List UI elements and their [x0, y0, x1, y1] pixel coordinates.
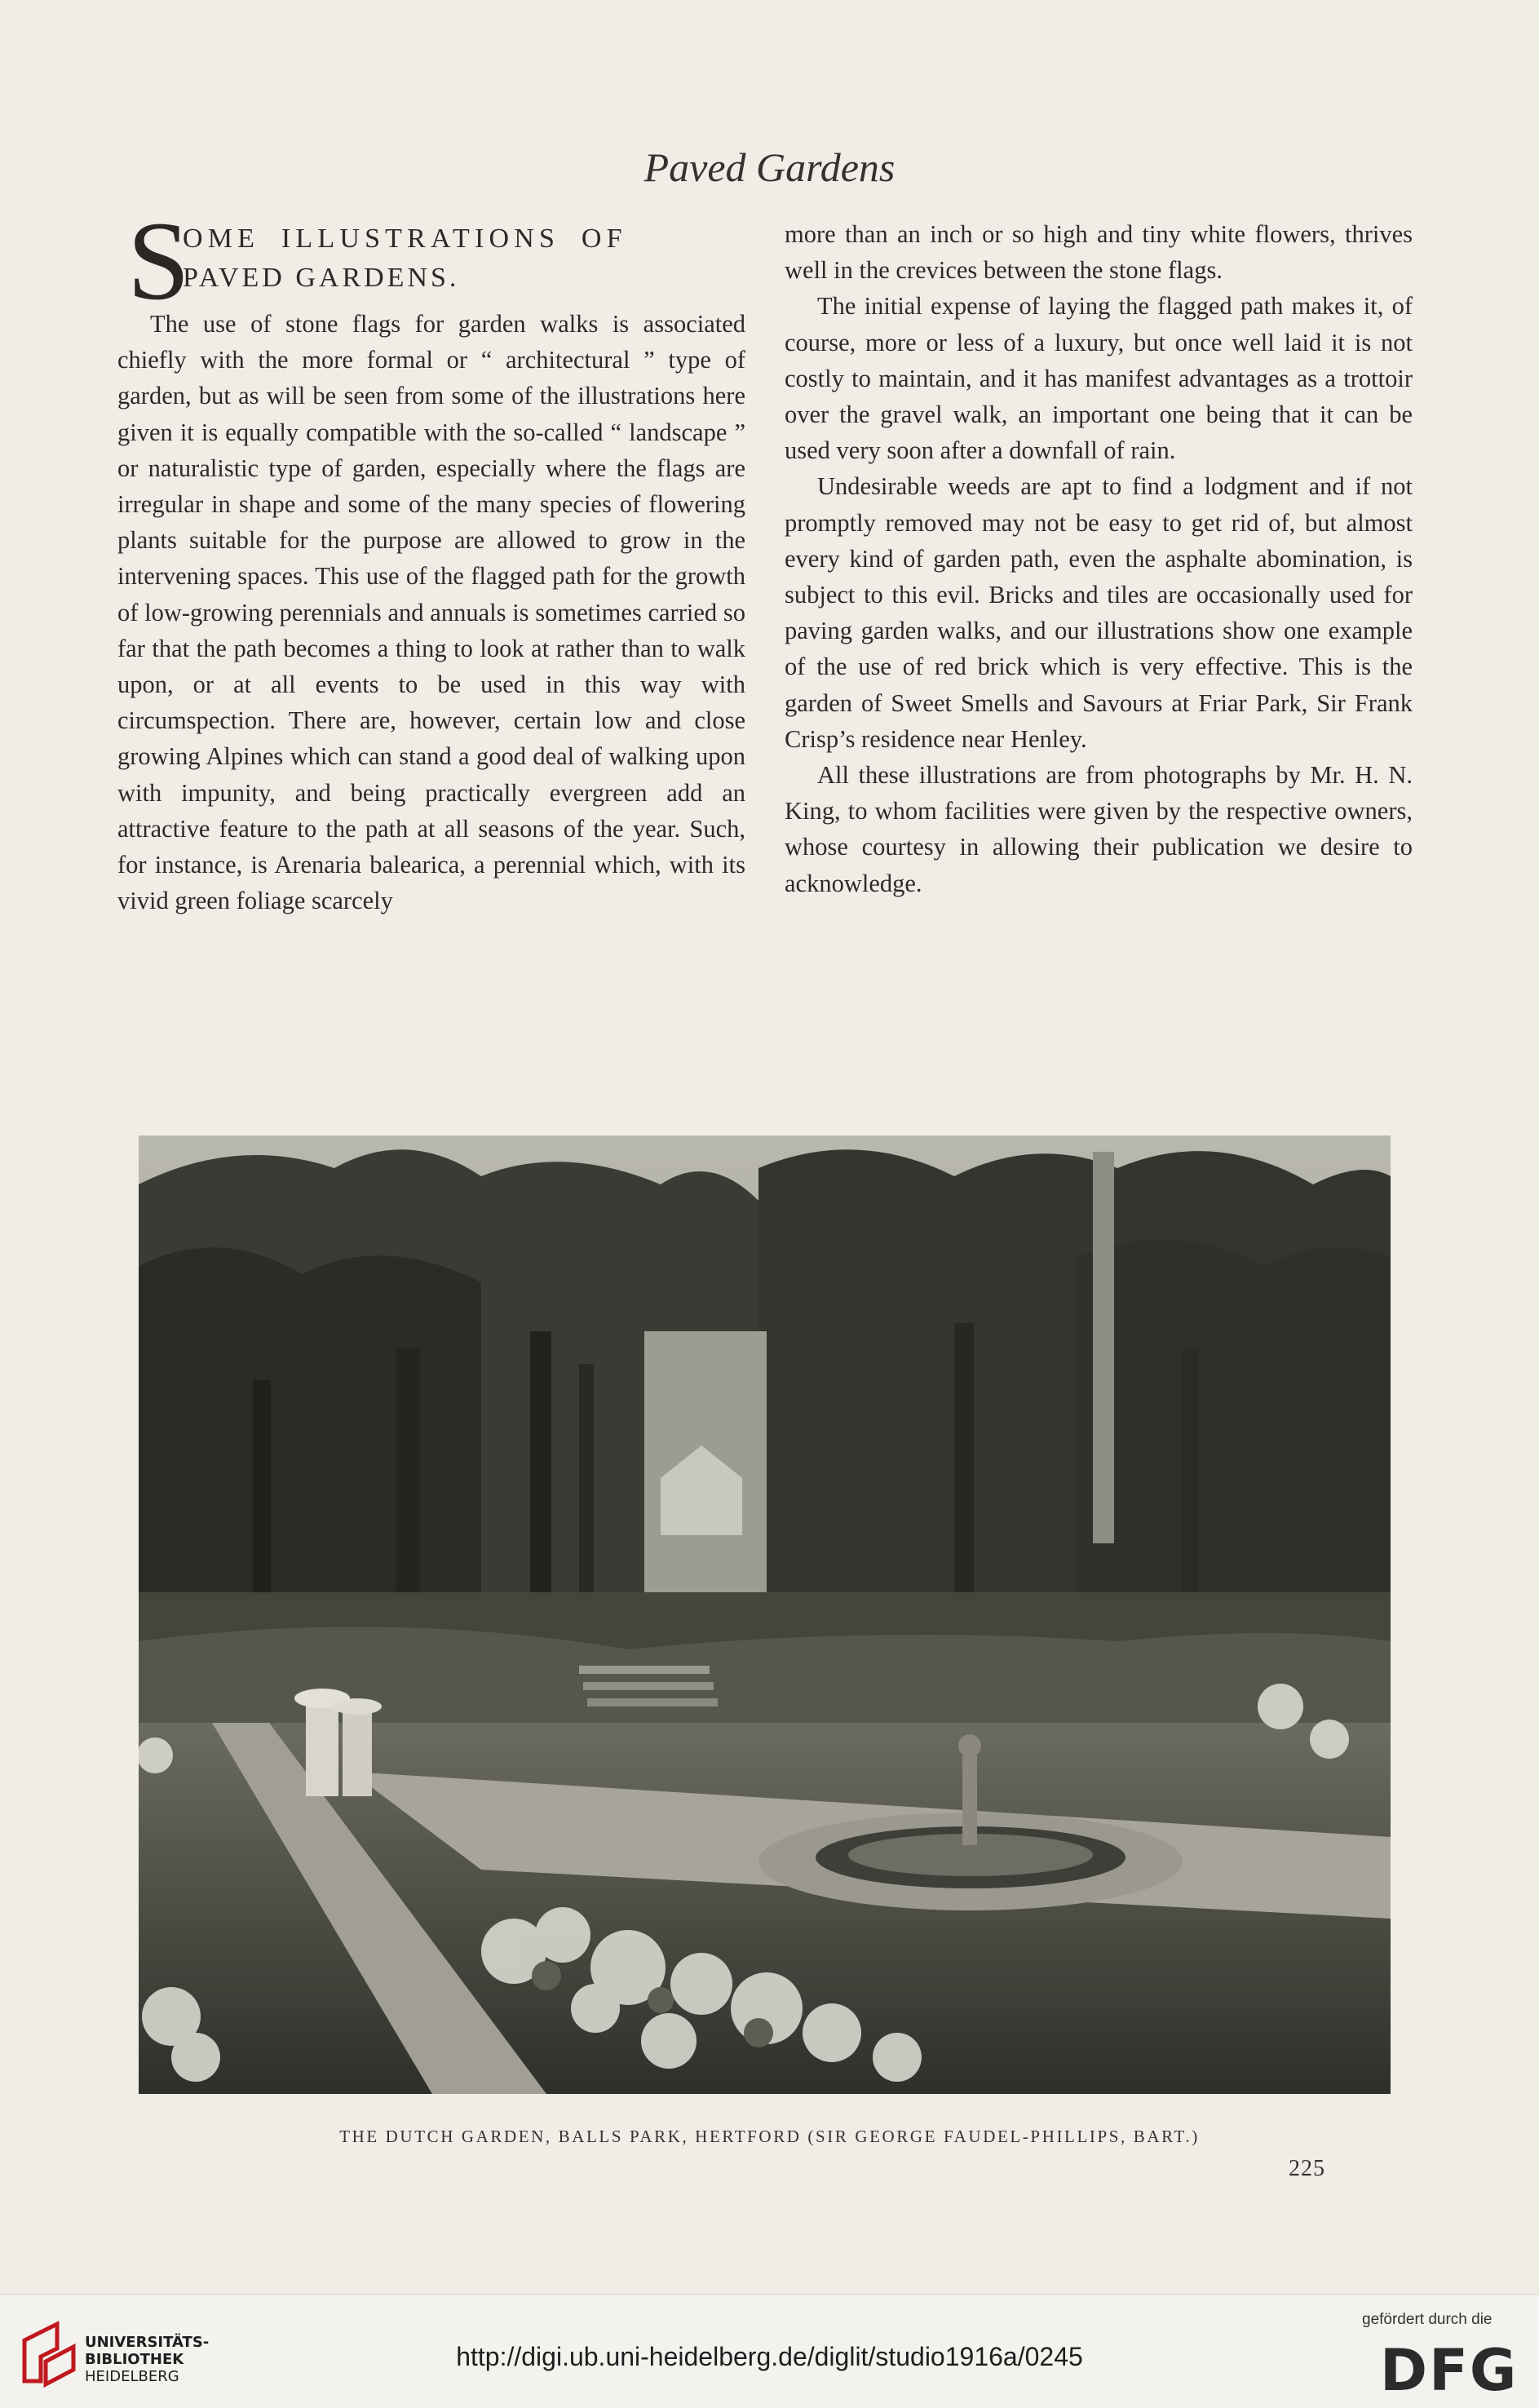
- body-paragraph: Undesirable weeds are apt to find a lodgment and if not promptly removed may not be easy to get rid of, but almost every kind of garden path, even the asphalte abomination, is subject to this evil. Bricks and tiles are occasionally used for paving garden walks, and our illustrations show one example of the use of red brick which is very effective. This is the garden of Sweet Smells and Savours at Friar Park, Sir Frank Crisp’s residence near Henley.: [785, 472, 1413, 753]
- body-paragraph: more than an inch or so high and tiny white flowers, thrives well in the crevices between the stone flags.: [785, 220, 1413, 285]
- article-heading: [117, 198, 745, 323]
- drop-cap: S: [127, 198, 190, 323]
- institution-name: UNIVERSITÄTS- BIBLIOTHEK HEIDELBERG: [85, 2334, 210, 2385]
- running-head: Paved Gardens: [643, 144, 896, 190]
- right-column: [785, 216, 1413, 901]
- garden-photo-illustration: [139, 1135, 1391, 2094]
- dfg-logo: DFG: [1380, 2337, 1519, 2404]
- funded-by-label: gefördert durch die: [1362, 2311, 1493, 2328]
- body-paragraph: All these illustrations are from photographs by Mr. H. N. King, to whom facilities were given by the respective owners, whose courtesy in allowing their publication we desire to acknowledge.: [785, 761, 1413, 897]
- body-paragraph: The use of stone flags for garden walks is associated chiefly with the more formal or “ architectural ” type of garden, but as will be seen from some of the illustrations here given it is equally compatible with the so-called “ landscape ” or naturalistic type of garden, especially where the flags are irregular in shape and some of the many species of flowering plants suitable for the purpose are allowed to grow in the intervening spaces. This use of the flagged path for the growth of low-growing perennials and annuals is sometimes carried so far that the path becomes a thing to look at rather than to walk upon, or at all events to be used in this way with circumspection. There are, however, certain low and close growing Alpines which can stand a good deal of walking upon with impunity, and being practically evergreen add an attractive feature to the path at all seasons of the year. Such, for instance, is Arenaria balearica, a perennial which, with its vivid green foliage scarcely: [117, 310, 745, 915]
- page-number: 225: [1289, 2156, 1325, 2181]
- digitization-footer: [0, 2294, 1539, 2408]
- heading-line-1: OME ILLUSTRATIONS OF: [183, 224, 627, 254]
- source-url-link[interactable]: http://digi.ub.uni-heidelberg.de/diglit/studio1916a/0245: [456, 2342, 1083, 2371]
- left-column: [117, 198, 745, 918]
- photo-caption: THE DUTCH GARDEN, BALLS PARK, HERTFORD (SIR GEORGE FAUDEL-PHILLIPS, BART.): [339, 2127, 1200, 2146]
- garden-photograph: [139, 1135, 1391, 2094]
- body-paragraph: The initial expense of laying the flagged path makes it, of course, more or less of a luxury, but once well laid it is not costly to maintain, and it has manifest advantages as a trottoir over the gravel walk, an important one being that it can be used very soon after a downfall of rain.: [785, 292, 1413, 465]
- heading-line-2: PAVED GARDENS.: [183, 263, 460, 293]
